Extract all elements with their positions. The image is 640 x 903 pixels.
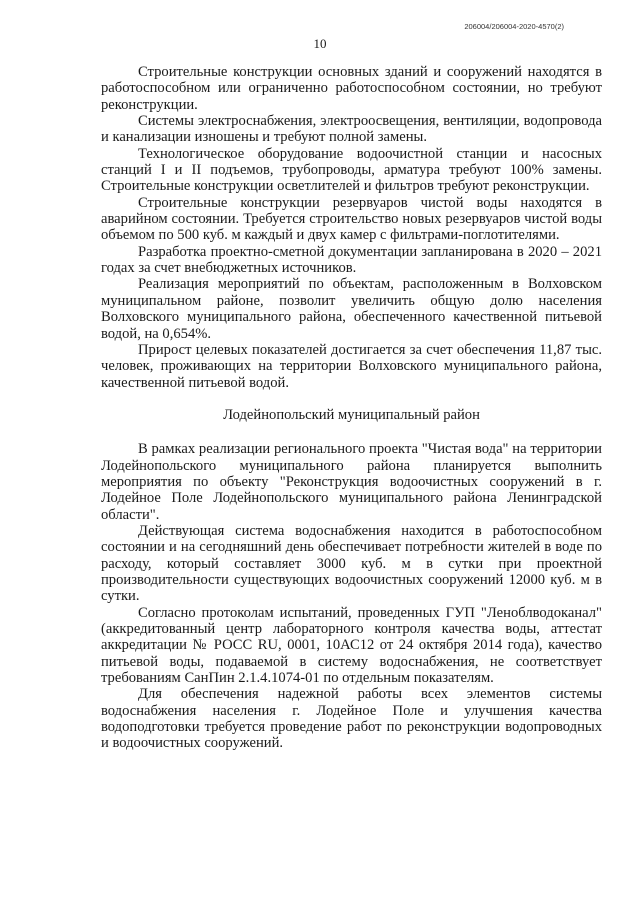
paragraph: Технологическое оборудование водоочистной станции и насосных станций I и II подъемов, трубопроводы, арматура требуют 100% замены. Строительные конструкции осветлителей и фильтров требуют реконструкции. <box>101 145 602 195</box>
section-heading: Лодейнопольский муниципальный район <box>223 406 480 423</box>
document-id: 206004/206004-2020-4570(2) <box>464 22 564 31</box>
paragraph: Прирост целевых показателей достигается за счет обеспечения 11,87 тыс. человек, проживающих на территории Волховского муниципального района, качественной питьевой водой. <box>101 341 602 391</box>
paragraph: Разработка проектно-сметной документации запланирована в 2020 – 2021 годах за счет внебюджетных источников. <box>101 243 602 277</box>
page-number: 10 <box>313 36 327 51</box>
paragraph: Системы электроснабжения, электроосвещения, вентиляции, водопровода и канализации изношены и требуют полной замены. <box>101 113 602 146</box>
paragraph: Действующая система водоснабжения находится в работоспособном состоянии и на сегодняшний день обеспечивает потребности жителей в воде по расходу, который составляет 3000 куб. м в сутки при проектной производительности существующих водоочистных сооружений 12000 куб. м в сутки. <box>101 522 602 605</box>
paragraph: В рамках реализации регионального проекта "Чистая вода" на территории Лодейнопольского муниципального района планируется выполнить мероприятия по объекту "Реконструкция водоочистных сооружений в г. Лодейное Поле Лодейнопольского муниципального района Ленинградской области". <box>101 441 602 523</box>
paragraph: Строительные конструкции основных зданий и сооружений находятся в работоспособном или ограниченно работоспособном состоянии, но требуют реконструкции. <box>101 64 602 113</box>
paragraph: Реализация мероприятий по объектам, расположенным в Волховском муниципальном районе, позволит увеличить общую долю населения Волховского муниципального района, обеспеченного качественной питьевой водой, на 0,654%. <box>101 276 602 342</box>
paragraph: Согласно протоколам испытаний, проведенных ГУП "Леноблводоканал" (аккредитованный центр лабораторного контроля качества воды, аттестат аккредитации № РОСС RU, 0001, 10АС12 от 24 октября 2014 года), качество питьевой воды, подаваемой в систему водоснабжения, не соответствует требованиям СанПин 2.1.4.1074-01 по отдельным показателям. <box>101 604 602 687</box>
document-body <box>101 64 602 752</box>
paragraph: Строительные конструкции резервуаров чистой воды находятся в аварийном состоянии. Требуется строительство новых резервуаров чистой воды объемом по 500 куб. м каждый и двух камер с фильтрами-поглотителями. <box>101 194 602 244</box>
paragraph: Для обеспечения надежной работы всех элементов системы водоснабжения населения г. Лодейное Поле и улучшения качества водоподготовки требуется проведение работ по реконструкции водопроводных и водоочистных сооружений. <box>101 686 602 752</box>
